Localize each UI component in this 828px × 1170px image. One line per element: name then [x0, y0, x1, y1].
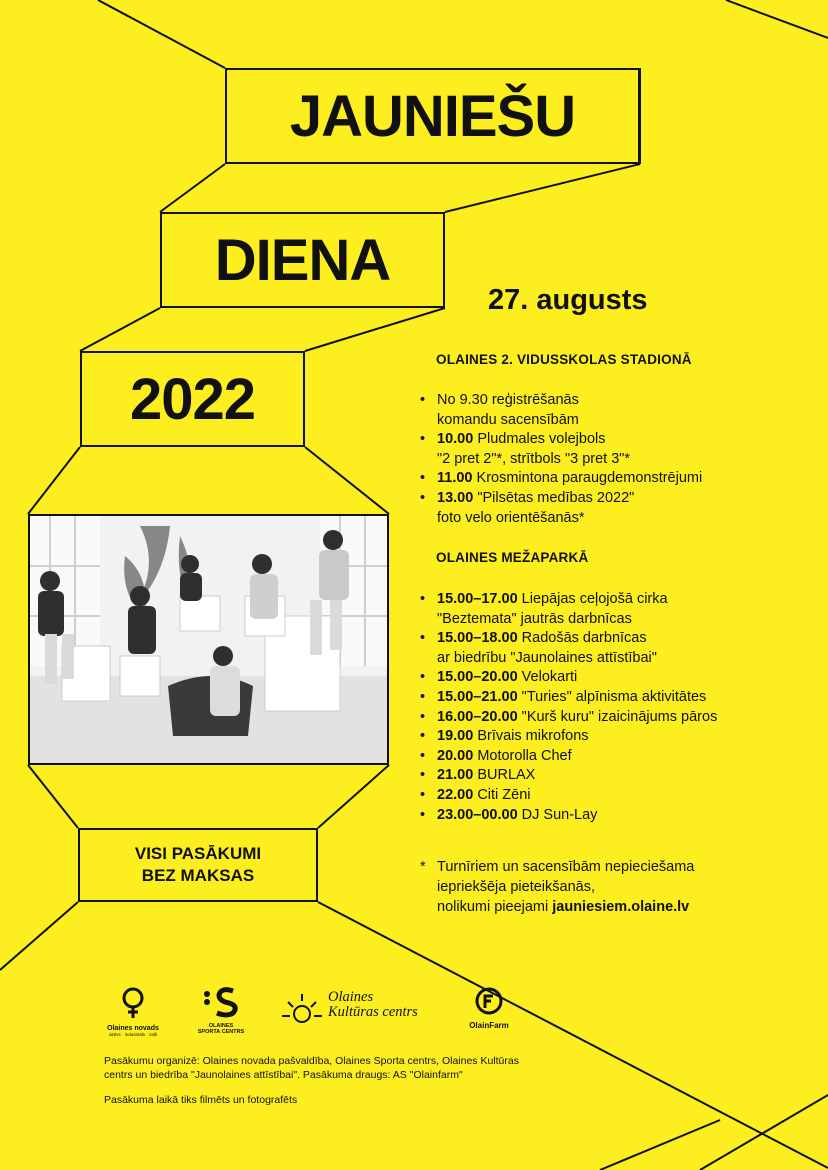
- schedule-item: • 22.00 Citi Zēni: [420, 786, 717, 806]
- note-line-2: iepriekšēja pieteikšanās,: [437, 879, 595, 895]
- filming-notice: Pasākuma laikā tiks filmēts un fotografēts: [104, 1094, 298, 1106]
- venue-forest-park: OLAINES MEŽAPARKĀ: [436, 550, 589, 565]
- title-year: 2022: [80, 351, 305, 447]
- schedule-item: • 15.00–20.00 Velokarti: [420, 668, 717, 688]
- culture-centre-line-1: Olaines: [328, 989, 374, 1005]
- website-link[interactable]: jauniesiem.olaine.lv: [552, 899, 690, 915]
- schedule-item: • 21.00 BURLAX: [420, 766, 717, 786]
- schedule-item: • 15.00–18.00 Radošās darbnīcas ar biedrību "Jaunolaines attīstībai": [420, 629, 717, 668]
- culture-centre-logo: [280, 990, 440, 1020]
- band-photo: [28, 514, 389, 765]
- title-line-1: JAUNIEŠU: [225, 68, 640, 164]
- free-admission-box: [78, 828, 318, 902]
- schedule-item: • 15.00–17.00 Liepājas ceļojošā cirka "Beztemata" jautrās darbnīcas: [420, 590, 717, 629]
- olainfarm-icon: [474, 986, 504, 1016]
- schedule-item: • 11.00 Krosmintona paraugdemonstrējumi: [420, 469, 702, 489]
- title-line-2: DIENA: [160, 212, 445, 308]
- venue-stadium: OLAINES 2. VIDUSSKOLAS STADIONĀ: [436, 352, 692, 367]
- olaines-novads-logo: Olaines novads aktīvs · industriāls · zaļš: [100, 986, 166, 1037]
- olainfarm-logo: OlainFarm: [466, 986, 512, 1030]
- schedule-item: • 16.00–20.00 "Kurš kuru" izaicinājums pāros: [420, 708, 717, 728]
- schedule-item: • 10.00 Pludmales volejbols "2 pret 2"*, strītbols "3 pret 3"*: [420, 430, 702, 469]
- event-date: 27. augusts: [488, 284, 648, 316]
- sun-icon: [280, 990, 324, 1030]
- schedule-item: • 19.00 Brīvais mikrofons: [420, 727, 717, 747]
- registration-note: [420, 857, 694, 917]
- sports-centre-icon: [199, 986, 243, 1018]
- schedule-item: • 23.00–00.00 DJ Sun-Lay: [420, 806, 717, 826]
- note-line-1: Turnīriem un sacensībām nepieciešama: [437, 859, 695, 875]
- free-line-2: BEZ MAKSAS: [141, 866, 255, 885]
- schedule-item: • 13.00 "Pilsētas medības 2022" foto velo orientēšanās*: [420, 489, 702, 528]
- schedule-forest-park: [420, 590, 717, 825]
- schedule-item: • 15.00–21.00 "Turies" alpīnisma aktivitātes: [420, 688, 717, 708]
- note-line-3: nolikumi pieejami: [437, 899, 553, 915]
- organizers-text: Pasākumu organizē: Olaines novada pašvaldība, Olaines Sporta centrs, Olaines Kultūras centrs un biedrība "Jaunolaines attīstībai". Pasākuma draugs: AS "Olainfarm": [104, 1055, 519, 1081]
- band-photo-illustration: [30, 516, 387, 763]
- note-asterisk: *: [420, 859, 426, 875]
- schedule-stadium: [420, 391, 702, 528]
- location-pin-icon: [118, 986, 148, 1020]
- sports-centre-logo: OLAINES SPORTA CENTRS: [190, 986, 252, 1035]
- culture-centre-line-2: Kultūras centrs: [328, 1004, 418, 1020]
- free-line-1: VISI PASĀKUMI: [134, 844, 262, 863]
- schedule-item: • No 9.30 reģistrēšanās komandu sacensībām: [420, 391, 702, 430]
- schedule-item: • 20.00 Motorolla Chef: [420, 747, 717, 767]
